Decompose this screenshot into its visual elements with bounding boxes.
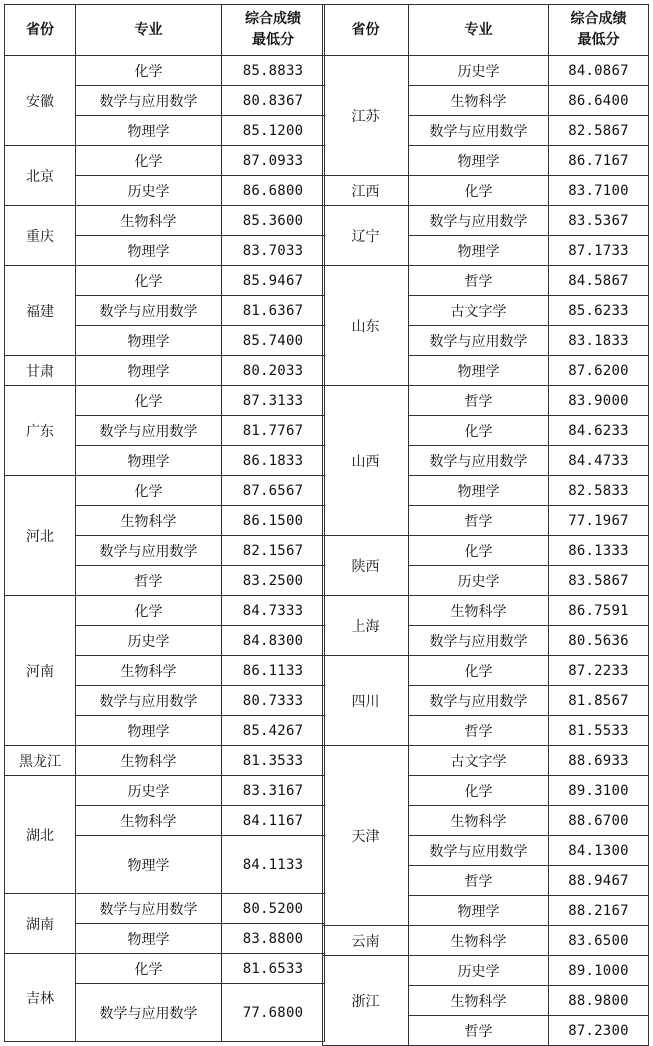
- province-cell: 浙江: [323, 956, 409, 1046]
- province-cell: 陕西: [323, 536, 409, 596]
- score-cell: 86.7167: [549, 146, 649, 176]
- score-cell: 88.2167: [549, 896, 649, 926]
- score-cell: 81.8567: [549, 686, 649, 716]
- major-cell: 数学与应用数学: [409, 686, 549, 716]
- score-cell: 89.1000: [549, 956, 649, 986]
- major-cell: 数学与应用数学: [409, 836, 549, 866]
- major-cell: 生物科学: [409, 596, 549, 626]
- major-cell: 哲学: [409, 716, 549, 746]
- score-cell: 81.6533: [222, 954, 325, 984]
- major-cell: 化学: [76, 476, 222, 506]
- major-cell: 哲学: [409, 866, 549, 896]
- score-cell: 84.8300: [222, 626, 325, 656]
- score-cell: 87.3133: [222, 386, 325, 416]
- score-cell: 86.1500: [222, 506, 325, 536]
- score-cell: 86.1833: [222, 446, 325, 476]
- major-cell: 数学与应用数学: [409, 206, 549, 236]
- score-cell: 83.9000: [549, 386, 649, 416]
- score-header: [549, 5, 649, 56]
- major-cell: 化学: [409, 656, 549, 686]
- province-cell: 河北: [5, 476, 76, 596]
- table-row: [5, 386, 325, 416]
- table-row: [5, 356, 325, 386]
- province-header: 省份: [5, 5, 76, 56]
- score-cell: 83.3167: [222, 776, 325, 806]
- major-cell: 化学: [76, 146, 222, 176]
- score-cell: 89.3100: [549, 776, 649, 806]
- left-score-table: [4, 4, 325, 1042]
- major-cell: 物理学: [409, 356, 549, 386]
- major-cell: 哲学: [409, 1016, 549, 1046]
- major-cell: 数学与应用数学: [76, 984, 222, 1042]
- major-cell: 化学: [76, 954, 222, 984]
- score-cell: 84.7333: [222, 596, 325, 626]
- major-cell: 古文字学: [409, 746, 549, 776]
- major-cell: 物理学: [76, 836, 222, 894]
- major-cell: 数学与应用数学: [76, 686, 222, 716]
- score-cell: 80.8367: [222, 86, 325, 116]
- table-row: [5, 596, 325, 626]
- table-row: [5, 146, 325, 176]
- major-cell: 物理学: [76, 116, 222, 146]
- score-cell: 82.5833: [549, 476, 649, 506]
- table-row: [323, 956, 649, 986]
- province-cell: 湖南: [5, 894, 76, 954]
- score-cell: 86.7591: [549, 596, 649, 626]
- major-cell: 化学: [409, 536, 549, 566]
- score-cell: 80.2033: [222, 356, 325, 386]
- major-cell: 数学与应用数学: [76, 296, 222, 326]
- score-cell: 84.4733: [549, 446, 649, 476]
- score-cell: 87.6200: [549, 356, 649, 386]
- score-cell: 82.5867: [549, 116, 649, 146]
- major-cell: 数学与应用数学: [409, 116, 549, 146]
- score-cell: 83.7033: [222, 236, 325, 266]
- score-cell: 87.6567: [222, 476, 325, 506]
- score-cell: 83.7100: [549, 176, 649, 206]
- major-cell: 哲学: [409, 506, 549, 536]
- major-cell: 生物科学: [76, 806, 222, 836]
- major-cell: 物理学: [76, 236, 222, 266]
- score-header: [222, 5, 325, 56]
- score-cell: 84.1167: [222, 806, 325, 836]
- score-cell: 87.0933: [222, 146, 325, 176]
- score-cell: 84.1133: [222, 836, 325, 894]
- table-row: [323, 746, 649, 776]
- province-cell: 辽宁: [323, 206, 409, 266]
- major-cell: 历史学: [76, 776, 222, 806]
- score-cell: 86.1133: [222, 656, 325, 686]
- table-row: [5, 894, 325, 924]
- score-cell: 86.1333: [549, 536, 649, 566]
- province-cell: 上海: [323, 596, 409, 656]
- major-cell: 生物科学: [409, 926, 549, 956]
- score-cell: 84.6233: [549, 416, 649, 446]
- score-cell: 85.8833: [222, 56, 325, 86]
- province-cell: 山东: [323, 266, 409, 386]
- major-cell: 历史学: [409, 566, 549, 596]
- score-cell: 77.6800: [222, 984, 325, 1042]
- major-cell: 数学与应用数学: [76, 536, 222, 566]
- major-cell: 古文字学: [409, 296, 549, 326]
- major-cell: 哲学: [76, 566, 222, 596]
- province-cell: 广东: [5, 386, 76, 476]
- province-cell: 吉林: [5, 954, 76, 1042]
- major-cell: 哲学: [409, 386, 549, 416]
- major-cell: 生物科学: [76, 746, 222, 776]
- score-cell: 83.6500: [549, 926, 649, 956]
- score-cell: 85.3600: [222, 206, 325, 236]
- major-cell: 生物科学: [409, 986, 549, 1016]
- score-cell: 81.5533: [549, 716, 649, 746]
- major-cell: 化学: [409, 776, 549, 806]
- table-row: [323, 596, 649, 626]
- score-cell: 82.1567: [222, 536, 325, 566]
- score-cell: 84.1300: [549, 836, 649, 866]
- score-cell: 85.7400: [222, 326, 325, 356]
- score-cell: 87.2233: [549, 656, 649, 686]
- score-cell: 88.6700: [549, 806, 649, 836]
- score-cell: 84.0867: [549, 56, 649, 86]
- table-row: [323, 386, 649, 416]
- major-cell: 数学与应用数学: [409, 326, 549, 356]
- score-cell: 85.1200: [222, 116, 325, 146]
- score-cell: 85.9467: [222, 266, 325, 296]
- major-cell: 物理学: [76, 356, 222, 386]
- score-header-line2: 最低分: [252, 32, 294, 48]
- score-cell: 84.5867: [549, 266, 649, 296]
- province-cell: 甘肃: [5, 356, 76, 386]
- major-cell: 历史学: [409, 56, 549, 86]
- province-cell: 云南: [323, 926, 409, 956]
- score-cell: 85.6233: [549, 296, 649, 326]
- score-cell: 87.1733: [549, 236, 649, 266]
- score-cell: 83.1833: [549, 326, 649, 356]
- major-cell: 化学: [76, 596, 222, 626]
- table-row: [323, 926, 649, 956]
- table-row: [5, 476, 325, 506]
- table-row: [323, 56, 649, 86]
- province-cell: 北京: [5, 146, 76, 206]
- table-row: [5, 954, 325, 984]
- province-cell: 江西: [323, 176, 409, 206]
- score-cell: 83.5367: [549, 206, 649, 236]
- province-cell: 江苏: [323, 56, 409, 176]
- score-cell: 80.5636: [549, 626, 649, 656]
- province-cell: 天津: [323, 746, 409, 926]
- major-cell: 物理学: [409, 146, 549, 176]
- table-row: [5, 266, 325, 296]
- major-cell: 物理学: [76, 716, 222, 746]
- major-cell: 数学与应用数学: [76, 416, 222, 446]
- major-cell: 化学: [76, 386, 222, 416]
- table-row: [323, 206, 649, 236]
- table-row: [5, 746, 325, 776]
- score-cell: 83.5867: [549, 566, 649, 596]
- major-cell: 物理学: [409, 896, 549, 926]
- score-cell: 83.2500: [222, 566, 325, 596]
- score-cell: 81.6367: [222, 296, 325, 326]
- major-cell: 化学: [409, 416, 549, 446]
- major-cell: 物理学: [76, 326, 222, 356]
- major-cell: 生物科学: [76, 656, 222, 686]
- major-cell: 化学: [76, 266, 222, 296]
- table-row: [323, 176, 649, 206]
- score-cell: 80.7333: [222, 686, 325, 716]
- major-cell: 历史学: [76, 176, 222, 206]
- province-cell: 安徽: [5, 56, 76, 146]
- score-cell: 80.5200: [222, 894, 325, 924]
- major-cell: 物理学: [76, 924, 222, 954]
- major-cell: 数学与应用数学: [76, 894, 222, 924]
- score-header-line1: 综合成绩: [245, 11, 301, 27]
- major-cell: 数学与应用数学: [409, 626, 549, 656]
- table-row: [323, 536, 649, 566]
- major-cell: 化学: [409, 176, 549, 206]
- major-cell: 物理学: [76, 446, 222, 476]
- major-cell: 物理学: [409, 476, 549, 506]
- major-cell: 化学: [76, 56, 222, 86]
- province-cell: 山西: [323, 386, 409, 536]
- score-cell: 77.1967: [549, 506, 649, 536]
- province-cell: 福建: [5, 266, 76, 356]
- score-cell: 88.6933: [549, 746, 649, 776]
- major-cell: 历史学: [409, 956, 549, 986]
- score-cell: 85.4267: [222, 716, 325, 746]
- major-header: 专业: [76, 5, 222, 56]
- province-cell: 湖北: [5, 776, 76, 894]
- right-score-table: [322, 4, 649, 1046]
- score-cell: 88.9800: [549, 986, 649, 1016]
- major-header: 专业: [409, 5, 549, 56]
- header-row: [5, 5, 325, 56]
- province-cell: 河南: [5, 596, 76, 746]
- major-cell: 生物科学: [76, 506, 222, 536]
- header-row: [323, 5, 649, 56]
- major-cell: 物理学: [409, 236, 549, 266]
- major-cell: 历史学: [76, 626, 222, 656]
- score-header-line2: 最低分: [577, 32, 620, 48]
- major-cell: 哲学: [409, 266, 549, 296]
- score-header-line1: 综合成绩: [570, 11, 627, 27]
- score-cell: 83.8800: [222, 924, 325, 954]
- province-cell: 黑龙江: [5, 746, 76, 776]
- score-cell: 86.6400: [549, 86, 649, 116]
- major-cell: 数学与应用数学: [409, 446, 549, 476]
- table-row: [323, 656, 649, 686]
- score-cell: 81.3533: [222, 746, 325, 776]
- major-cell: 生物科学: [409, 86, 549, 116]
- major-cell: 数学与应用数学: [76, 86, 222, 116]
- table-row: [5, 206, 325, 236]
- table-row: [5, 56, 325, 86]
- major-cell: 生物科学: [409, 806, 549, 836]
- province-cell: 重庆: [5, 206, 76, 266]
- province-cell: 四川: [323, 656, 409, 746]
- score-cell: 88.9467: [549, 866, 649, 896]
- major-cell: 生物科学: [76, 206, 222, 236]
- province-header: 省份: [323, 5, 409, 56]
- table-row: [323, 266, 649, 296]
- score-cell: 86.6800: [222, 176, 325, 206]
- score-cell: 81.7767: [222, 416, 325, 446]
- score-cell: 87.2300: [549, 1016, 649, 1046]
- table-row: [5, 776, 325, 806]
